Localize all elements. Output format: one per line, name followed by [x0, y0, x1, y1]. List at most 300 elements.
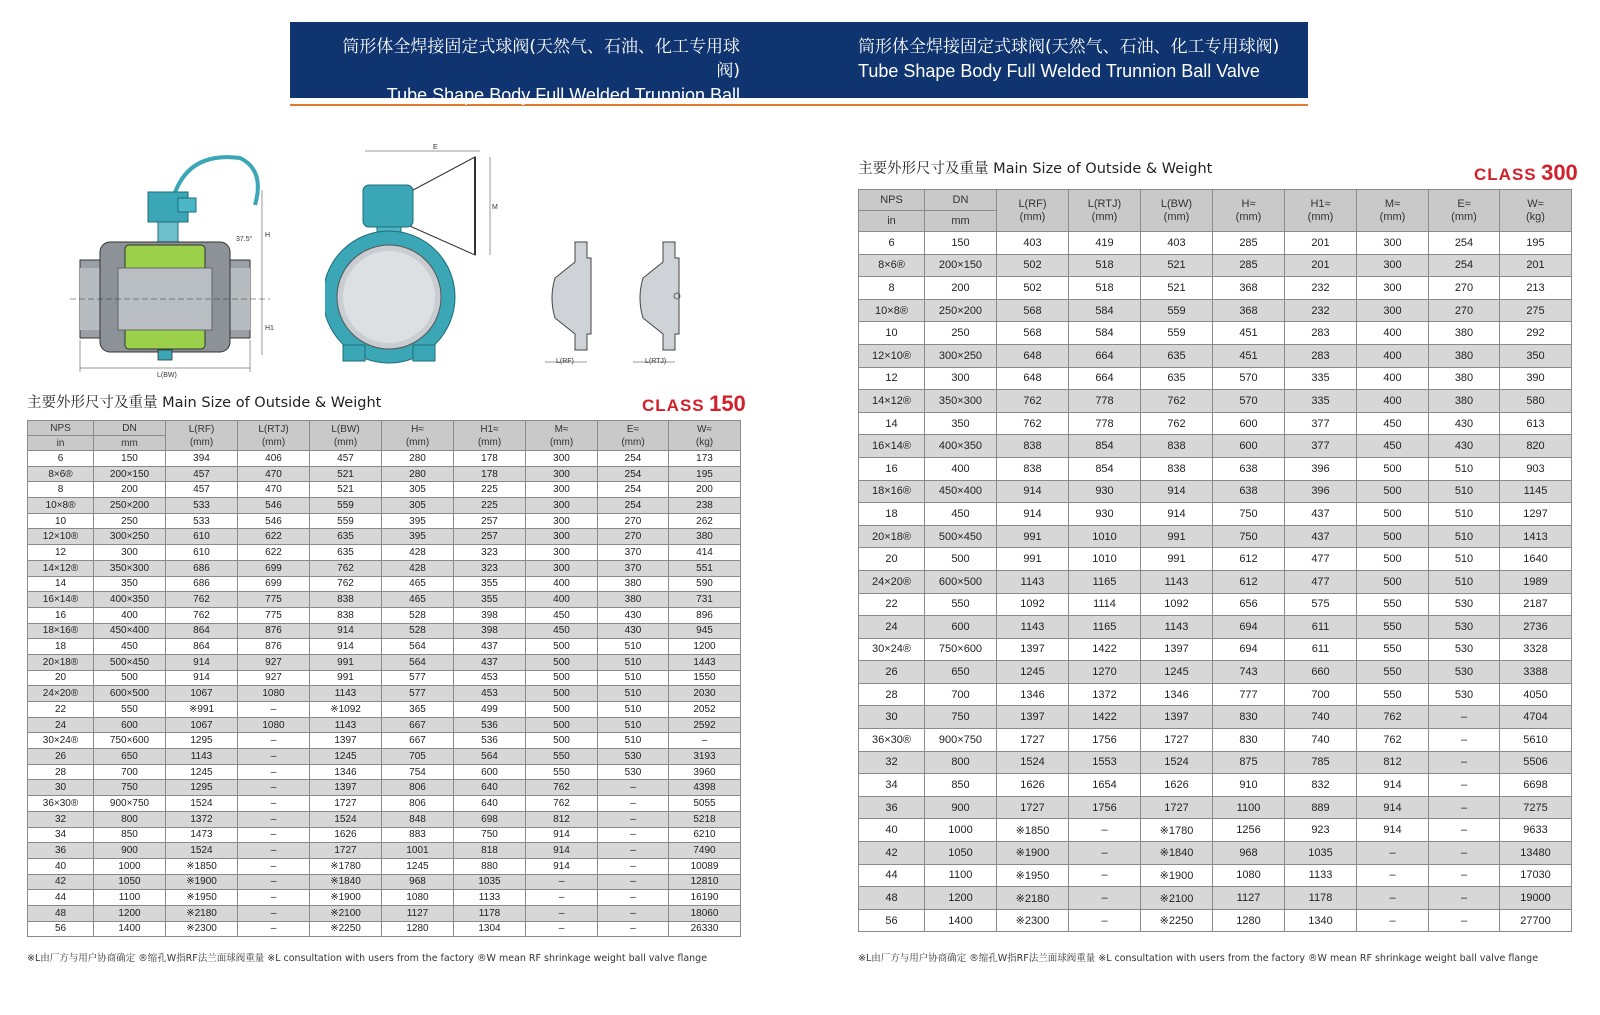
table-cell: 1080	[238, 717, 310, 733]
table-row	[28, 890, 741, 906]
table-cell: –	[526, 874, 598, 890]
table-row	[859, 480, 1572, 503]
table-cell: 395	[382, 529, 454, 545]
table-cell: 590	[669, 576, 741, 592]
table-row	[859, 909, 1572, 932]
header-dn: DN	[925, 190, 997, 211]
table-cell: 568	[997, 299, 1069, 322]
table-cell: 510	[598, 733, 669, 749]
table-row	[28, 811, 741, 827]
table-cell: 1524	[166, 796, 238, 812]
table-cell: 430	[1429, 435, 1500, 458]
table-cell: 1422	[1069, 638, 1141, 661]
table-cell: –	[238, 874, 310, 890]
table-cell: 254	[598, 498, 669, 514]
table-cell: 889	[1285, 796, 1357, 819]
table-cell: 1143	[1141, 570, 1213, 593]
class300-spec-table	[858, 189, 1572, 932]
table-cell: 285	[1213, 232, 1285, 255]
table-cell: 254	[1429, 232, 1500, 255]
table-cell: 453	[454, 670, 526, 686]
table-cell: 850	[925, 774, 997, 797]
class300-table-body	[859, 232, 1572, 932]
table-cell: 300	[94, 545, 166, 561]
table-cell: 1397	[310, 733, 382, 749]
table-cell: 876	[238, 639, 310, 655]
table-cell: 3328	[1500, 638, 1572, 661]
table-row	[859, 706, 1572, 729]
table-cell: 1001	[382, 843, 454, 859]
table-cell: 178	[454, 451, 526, 467]
table-cell: 1165	[1069, 570, 1141, 593]
table-cell: 750	[1213, 525, 1285, 548]
table-cell: 355	[454, 592, 526, 608]
table-cell: 694	[1213, 616, 1285, 639]
table-cell: 650	[925, 661, 997, 684]
table-cell: 1372	[1069, 683, 1141, 706]
table-cell: 991	[997, 548, 1069, 571]
table-cell: 5218	[669, 811, 741, 827]
class300-label-num: 300	[1541, 160, 1578, 185]
table-cell: 428	[382, 560, 454, 576]
table-cell: 201	[1285, 254, 1357, 277]
table-cell: 400	[925, 457, 997, 480]
table-cell: 848	[382, 811, 454, 827]
table-cell: 1050	[925, 842, 997, 865]
table-cell: –	[526, 921, 598, 937]
table-cell: 42	[28, 874, 94, 890]
table-cell: 396	[1285, 457, 1357, 480]
table-cell: 530	[1429, 683, 1500, 706]
table-cell: 18×16®	[28, 623, 94, 639]
table-cell: 762	[997, 390, 1069, 413]
table-cell: 610	[166, 529, 238, 545]
table-cell: –	[238, 843, 310, 859]
table-cell: 914	[1357, 796, 1429, 819]
table-cell: 914	[310, 639, 382, 655]
table-cell: 900	[94, 843, 166, 859]
table-cell: 968	[382, 874, 454, 890]
table-cell: 370	[598, 560, 669, 576]
table-cell: 635	[310, 529, 382, 545]
table-cell: 664	[1069, 367, 1141, 390]
table-row	[859, 796, 1572, 819]
table-cell: 173	[669, 451, 741, 467]
table-cell: 667	[382, 733, 454, 749]
table-cell: 818	[454, 843, 526, 859]
table-cell: 368	[1213, 277, 1285, 300]
table-cell: –	[238, 811, 310, 827]
table-cell: –	[526, 905, 598, 921]
table-cell: 232	[1285, 299, 1357, 322]
table-cell: 648	[997, 344, 1069, 367]
table-cell: 559	[310, 513, 382, 529]
table-cell: 283	[1285, 344, 1357, 367]
table-cell: –	[1429, 729, 1500, 752]
table-cell: 914	[526, 858, 598, 874]
table-cell: 510	[1429, 457, 1500, 480]
table-cell: 533	[166, 513, 238, 529]
header-title-left	[324, 35, 740, 131]
table-cell: 44	[28, 890, 94, 906]
table-cell: 4398	[669, 780, 741, 796]
table-cell: 750	[925, 706, 997, 729]
table-cell: 150	[94, 451, 166, 467]
table-cell: 568	[997, 322, 1069, 345]
table-cell: 914	[1141, 503, 1213, 526]
table-cell: 612	[1213, 570, 1285, 593]
table-cell: –	[598, 780, 669, 796]
table-cell: 437	[1285, 503, 1357, 526]
table-cell: 400	[526, 592, 598, 608]
table-cell: 12×10®	[28, 529, 94, 545]
table-cell: 350	[94, 576, 166, 592]
table-cell: ※1840	[310, 874, 382, 890]
table-cell: 27700	[1500, 909, 1572, 932]
table-cell: –	[1429, 864, 1500, 887]
table-cell: 5506	[1500, 751, 1572, 774]
table-cell: –	[1357, 842, 1429, 865]
table-cell: 500	[1357, 457, 1429, 480]
table-cell: 350×300	[94, 560, 166, 576]
table-cell: –	[238, 780, 310, 796]
table-cell: –	[1429, 796, 1500, 819]
table-cell: 437	[1285, 525, 1357, 548]
table-cell: 477	[1285, 570, 1357, 593]
table-cell: 380	[1429, 367, 1500, 390]
table-cell: 762	[1141, 390, 1213, 413]
table-row	[859, 457, 1572, 480]
table-cell: 656	[1213, 593, 1285, 616]
table-cell: 26330	[669, 921, 741, 937]
table-cell: ※991	[166, 702, 238, 718]
table-cell: 20	[859, 548, 925, 571]
table-cell: 611	[1285, 616, 1357, 639]
class150-label	[642, 391, 746, 417]
table-cell: 195	[669, 466, 741, 482]
table-cell: 635	[1141, 344, 1213, 367]
table-cell: 2187	[1500, 593, 1572, 616]
table-cell: 323	[454, 560, 526, 576]
table-cell: –	[598, 843, 669, 859]
table-cell: 10×8®	[28, 498, 94, 514]
table-cell: 150	[925, 232, 997, 255]
table-cell: 56	[28, 921, 94, 937]
table-cell: 1000	[925, 819, 997, 842]
table-row	[28, 529, 741, 545]
table-cell: 1280	[1213, 909, 1285, 932]
table-cell: 437	[454, 639, 526, 655]
table-cell: 350	[1500, 344, 1572, 367]
table-cell: 640	[454, 780, 526, 796]
table-cell: 450	[526, 607, 598, 623]
header-m: M≈ (mm)	[1357, 190, 1429, 232]
table-cell: 300	[1357, 277, 1429, 300]
table-cell: 465	[382, 592, 454, 608]
class300-section-title: 主要外形尺寸及重量 Main Size of Outside & Weight	[858, 161, 1213, 177]
table-cell: 686	[166, 576, 238, 592]
table-cell: 500	[925, 548, 997, 571]
table-cell: 570	[1213, 367, 1285, 390]
table-cell: 530	[598, 749, 669, 765]
table-cell: 570	[1213, 390, 1285, 413]
table-cell: 1413	[1500, 525, 1572, 548]
table-cell: 16×14®	[859, 435, 925, 458]
table-row	[859, 570, 1572, 593]
table-cell: 36×30®	[28, 796, 94, 812]
table-cell: 10	[859, 322, 925, 345]
table-cell: 300	[526, 513, 598, 529]
table-row	[28, 654, 741, 670]
table-cell: 1473	[166, 827, 238, 843]
table-cell: 875	[1213, 751, 1285, 774]
table-cell: 20×18®	[28, 654, 94, 670]
table-cell: 600	[1213, 435, 1285, 458]
table-cell: –	[238, 827, 310, 843]
table-cell: 1080	[1213, 864, 1285, 887]
table-cell: 30	[859, 706, 925, 729]
table-cell: 16190	[669, 890, 741, 906]
table-header-row	[859, 190, 1572, 211]
table-cell: –	[598, 858, 669, 874]
table-cell: 430	[598, 623, 669, 639]
table-cell: 694	[1213, 638, 1285, 661]
table-cell: 559	[1141, 299, 1213, 322]
table-cell: 1114	[1069, 593, 1141, 616]
table-cell: 1524	[997, 751, 1069, 774]
table-cell: 380	[1429, 344, 1500, 367]
table-cell: –	[238, 921, 310, 937]
table-cell: 750×600	[94, 733, 166, 749]
table-cell: 12×10®	[859, 344, 925, 367]
class300-label	[1474, 160, 1578, 186]
table-cell: 400	[526, 576, 598, 592]
table-cell: 1443	[669, 654, 741, 670]
table-cell: ※2100	[310, 905, 382, 921]
table-cell: 390	[1500, 367, 1572, 390]
dim-label-lrf: L(RF)	[556, 358, 574, 365]
table-cell: 406	[238, 451, 310, 467]
table-cell: –	[1429, 774, 1500, 797]
table-cell: –	[598, 796, 669, 812]
header-lbw: L(BW) (mm)	[310, 421, 382, 451]
table-cell: 14	[859, 412, 925, 435]
table-cell: 403	[997, 232, 1069, 255]
table-cell: ※2100	[1141, 887, 1213, 910]
table-cell: 3193	[669, 749, 741, 765]
table-cell: 292	[1500, 322, 1572, 345]
table-cell: 698	[454, 811, 526, 827]
table-cell: 10×8®	[859, 299, 925, 322]
table-cell: 740	[1285, 729, 1357, 752]
table-cell: 200	[669, 482, 741, 498]
table-cell: 40	[28, 858, 94, 874]
table-cell: –	[598, 890, 669, 906]
table-cell: 465	[382, 576, 454, 592]
table-cell: 414	[669, 545, 741, 561]
table-cell: 500	[526, 639, 598, 655]
table-cell: 600×500	[925, 570, 997, 593]
table-cell: 300×250	[925, 344, 997, 367]
table-row	[859, 751, 1572, 774]
table-cell: 48	[28, 905, 94, 921]
table-cell: 8×6®	[859, 254, 925, 277]
table-cell: –	[238, 905, 310, 921]
table-cell: 500	[1357, 525, 1429, 548]
table-row	[859, 299, 1572, 322]
header-nps-unit: in	[28, 436, 94, 451]
table-cell: –	[1429, 909, 1500, 932]
table-cell: 914	[997, 480, 1069, 503]
table-cell: 762	[1357, 729, 1429, 752]
table-cell: 8×6®	[28, 466, 94, 482]
table-cell: 36	[28, 843, 94, 859]
class150-section-title: 主要外形尺寸及重量 Main Size of Outside & Weight	[27, 395, 382, 411]
table-cell: 1100	[94, 890, 166, 906]
table-row	[28, 858, 741, 874]
table-row	[28, 560, 741, 576]
table-cell: 1133	[454, 890, 526, 906]
table-cell: 2052	[669, 702, 741, 718]
table-cell: 686	[166, 560, 238, 576]
table-cell: 800	[94, 811, 166, 827]
table-cell: 530	[1429, 593, 1500, 616]
table-cell: 775	[238, 592, 310, 608]
table-cell: 785	[1285, 751, 1357, 774]
table-cell: 910	[1213, 774, 1285, 797]
table-cell: ※1900	[1141, 864, 1213, 887]
table-row	[28, 921, 741, 937]
table-cell: 1178	[1285, 887, 1357, 910]
table-cell: 48	[859, 887, 925, 910]
table-cell: 762	[526, 796, 598, 812]
header-h: H≈ (mm)	[382, 421, 454, 451]
table-cell: 3388	[1500, 661, 1572, 684]
table-cell: 880	[454, 858, 526, 874]
table-cell: 238	[669, 498, 741, 514]
table-cell: 991	[310, 670, 382, 686]
table-cell: 232	[1285, 277, 1357, 300]
table-row	[28, 780, 741, 796]
table-cell: 28	[28, 764, 94, 780]
table-cell: 864	[166, 639, 238, 655]
table-cell: 20	[28, 670, 94, 686]
table-cell: 30×24®	[859, 638, 925, 661]
table-cell: 355	[454, 576, 526, 592]
table-cell: 19000	[1500, 887, 1572, 910]
table-cell: 820	[1500, 435, 1572, 458]
table-cell: 400×350	[925, 435, 997, 458]
table-cell: 1989	[1500, 570, 1572, 593]
table-cell: 1553	[1069, 751, 1141, 774]
table-cell: 1080	[238, 686, 310, 702]
table-cell: 1245	[382, 858, 454, 874]
table-cell: 530	[1429, 616, 1500, 639]
table-cell: 36×30®	[859, 729, 925, 752]
table-cell: 1143	[310, 717, 382, 733]
table-cell: 368	[1213, 299, 1285, 322]
table-cell: 18	[28, 639, 94, 655]
table-row	[859, 367, 1572, 390]
table-cell: 500×450	[94, 654, 166, 670]
table-cell: –	[238, 764, 310, 780]
table-cell: 500	[94, 670, 166, 686]
table-cell: 500	[526, 686, 598, 702]
table-cell: 838	[997, 457, 1069, 480]
table-cell: 300×250	[94, 529, 166, 545]
table-cell: 991	[1141, 548, 1213, 571]
table-cell: –	[598, 921, 669, 937]
table-cell: 394	[166, 451, 238, 467]
table-cell: 830	[1213, 706, 1285, 729]
table-cell: 1100	[925, 864, 997, 887]
class300-footnote: ※L由厂方与用户协商确定 ®缩孔W指RF法兰面球阀重量 ※L consultation with users from the factory ®W mean RF shrinkage weight ball valve flange	[858, 953, 1539, 964]
table-cell: 477	[1285, 548, 1357, 571]
table-cell: 896	[669, 607, 741, 623]
table-cell: 838	[1141, 435, 1213, 458]
table-row	[859, 254, 1572, 277]
table-cell: 502	[997, 254, 1069, 277]
table-row	[859, 232, 1572, 255]
table-cell: 991	[1141, 525, 1213, 548]
table-row	[28, 796, 741, 812]
table-cell: 470	[238, 482, 310, 498]
table-cell: 1304	[454, 921, 526, 937]
table-cell: 14×12®	[28, 560, 94, 576]
table-row	[28, 451, 741, 467]
table-cell: 700	[1285, 683, 1357, 706]
table-cell: 400	[1357, 322, 1429, 345]
table-cell: 200	[925, 277, 997, 300]
table-cell: ※1900	[997, 842, 1069, 865]
table-cell: 500	[1357, 480, 1429, 503]
table-cell: 550	[526, 749, 598, 765]
table-cell: 250×200	[925, 299, 997, 322]
table-cell: 500×450	[925, 525, 997, 548]
table-cell: 26	[28, 749, 94, 765]
table-cell: ※1780	[1141, 819, 1213, 842]
table-cell: 1143	[997, 616, 1069, 639]
table-cell: 10089	[669, 858, 741, 874]
table-cell: 451	[1213, 344, 1285, 367]
table-cell: 380	[1429, 390, 1500, 413]
table-cell: 3960	[669, 764, 741, 780]
table-cell: 762	[1357, 706, 1429, 729]
table-cell: 1524	[166, 843, 238, 859]
table-cell: 635	[1141, 367, 1213, 390]
table-cell: 283	[1285, 322, 1357, 345]
class150-footnote: ※L由厂方与用户协商确定 ®缩孔W指RF法兰面球阀重量 ※L consultation with users from the factory ®W mean RF shrinkage weight ball valve flange	[27, 953, 708, 964]
table-cell: 6	[28, 451, 94, 467]
table-cell: 2736	[1500, 616, 1572, 639]
table-cell: 40	[859, 819, 925, 842]
table-cell: 1067	[166, 686, 238, 702]
table-cell: 550	[1357, 616, 1429, 639]
table-cell: 914	[1141, 480, 1213, 503]
table-row	[28, 639, 741, 655]
table-cell: ※1850	[997, 819, 1069, 842]
header-dn-unit: mm	[94, 436, 166, 451]
table-cell: 200	[94, 482, 166, 498]
table-cell: 559	[1141, 322, 1213, 345]
table-row	[859, 412, 1572, 435]
table-row	[28, 749, 741, 765]
table-cell: –	[1069, 842, 1141, 865]
class150-label-num: 150	[709, 391, 746, 416]
header-w: W≈ (kg)	[1500, 190, 1572, 232]
table-cell: 1346	[1141, 683, 1213, 706]
table-cell: 699	[238, 560, 310, 576]
